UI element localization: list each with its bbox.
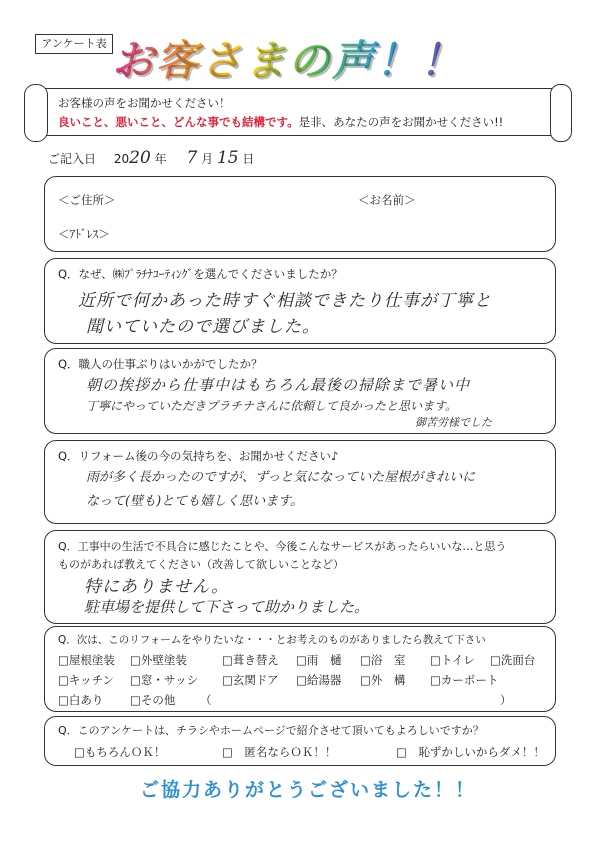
consent-no[interactable]: □ 恥ずかしいからダメ！！ — [396, 745, 545, 759]
day-unit: 日 — [242, 152, 255, 166]
question-1: Q．なぜ、㈱ﾌﾟﾗﾁﾅｺｰﾃｨﾝｸﾞを選んでくださいましたか？ — [58, 267, 343, 281]
reform-window[interactable]: □窓・サッシ — [130, 673, 199, 687]
form-tag: アンケート表 — [35, 34, 113, 54]
consent-question: Q．このアンケートは、チラシやホームページで紹介させて頂いてもよろしいですか？ — [58, 724, 484, 737]
reform-water-heater[interactable]: □給湯器 — [296, 673, 342, 687]
answer-2-line-2: 丁寧にやっていただきプラチナさんに依頼して良かったと思います。 — [86, 399, 458, 413]
banner-line-2 — [58, 114, 503, 130]
email-label: ＜ｱﾄﾞﾚｽ＞ — [58, 227, 110, 241]
reform-gutter[interactable]: □雨 樋 — [296, 653, 342, 667]
answer-4-line-1: 特にありません。 — [84, 577, 230, 597]
closing-message: ご協力ありがとうございました！！ — [140, 779, 477, 801]
reform-roof-paint[interactable]: □屋根塗装 — [58, 653, 115, 667]
reform-question: Q．次は、このリフォームをやりたいな・・・とお考えのものがありましたら教えて下さい — [58, 634, 486, 646]
reform-entrance-door[interactable]: □玄関ドア — [222, 673, 279, 687]
answer-2-line-1: 朝の挨拶から仕事中はもちろん最後の掃除まで暑い中 — [86, 376, 471, 394]
date-year-handwritten: 20 — [129, 148, 151, 168]
reform-washstand[interactable]: □洗面台 — [490, 653, 536, 667]
month-unit: 月 — [201, 152, 214, 166]
answer-1-line-1: 近所で何かあった時すぐ相談できたり仕事が丁寧と — [78, 291, 492, 311]
customer-info-panel — [44, 176, 556, 252]
reform-other[interactable]: □その他 — [130, 693, 176, 707]
question-4: Q．工事中の生活で不具合に感じたことや、今後こんなサービスがあったらいいな…と思う — [58, 540, 507, 553]
banner-rest: 是非、あなたの声をお聞かせください!! — [298, 115, 504, 129]
answer-2-line-3: 御苦労様でした — [415, 416, 492, 429]
other-paren-open: （ — [200, 693, 212, 707]
banner-highlight: 良いこと、悪いこと、どんな事でも結構です。 — [58, 115, 299, 129]
answer-3-line-2: なって(壁も)とても嬉しく思います。 — [86, 494, 304, 509]
address-label: ＜ご住所＞ — [58, 193, 116, 207]
answer-1-line-2: 聞いていたので選びました。 — [86, 317, 320, 337]
question-4-cont: ものがあれば教えてください（改善して欲しいことなど） — [58, 558, 344, 571]
reform-wall-paint[interactable]: □外壁塗装 — [130, 653, 187, 667]
entry-date: ご記入日 2020 年 7 月 15 日 — [48, 148, 255, 168]
name-label: ＜お名前＞ — [358, 193, 416, 207]
answer-4-line-2: 駐車場を提供して下さって助かりました。 — [84, 598, 370, 616]
reform-carport[interactable]: □カーポート — [430, 673, 499, 687]
reform-bath[interactable]: □浴 室 — [360, 653, 406, 667]
reform-toilet[interactable]: □トイレ — [430, 653, 475, 667]
reform-kitchen[interactable]: □キッチン — [58, 673, 115, 687]
scroll-curl-right — [550, 84, 572, 142]
reform-reroof[interactable]: □葺き替え — [222, 653, 279, 667]
reform-exterior[interactable]: □外 構 — [360, 673, 406, 687]
date-day: 15 — [216, 148, 239, 168]
date-label: ご記入日 — [48, 152, 97, 166]
page-title: お客さまの声！！ — [112, 36, 465, 85]
consent-ok[interactable]: □もちろんＯＫ！ — [74, 745, 166, 759]
banner-line-1: お客様の声をお聞かせください！ — [58, 96, 231, 110]
year-unit: 年 — [154, 152, 167, 166]
answer-3-line-1: 雨が多く長かったのですが、ずっと気になっていた屋根がきれいに — [86, 470, 476, 485]
scroll-curl-left — [24, 84, 48, 142]
other-paren-close: ） — [500, 693, 512, 707]
date-month: 7 — [186, 148, 198, 168]
question-3: Q．リフォーム後の今の気持ちを、お聞かせください♪ — [58, 449, 339, 463]
consent-anonymous-ok[interactable]: □ 匿名ならＯＫ！！ — [222, 745, 337, 759]
question-2: Q．職人の仕事ぶりはいかがでしたか？ — [58, 357, 263, 371]
reform-termite[interactable]: □白あり — [58, 693, 104, 707]
